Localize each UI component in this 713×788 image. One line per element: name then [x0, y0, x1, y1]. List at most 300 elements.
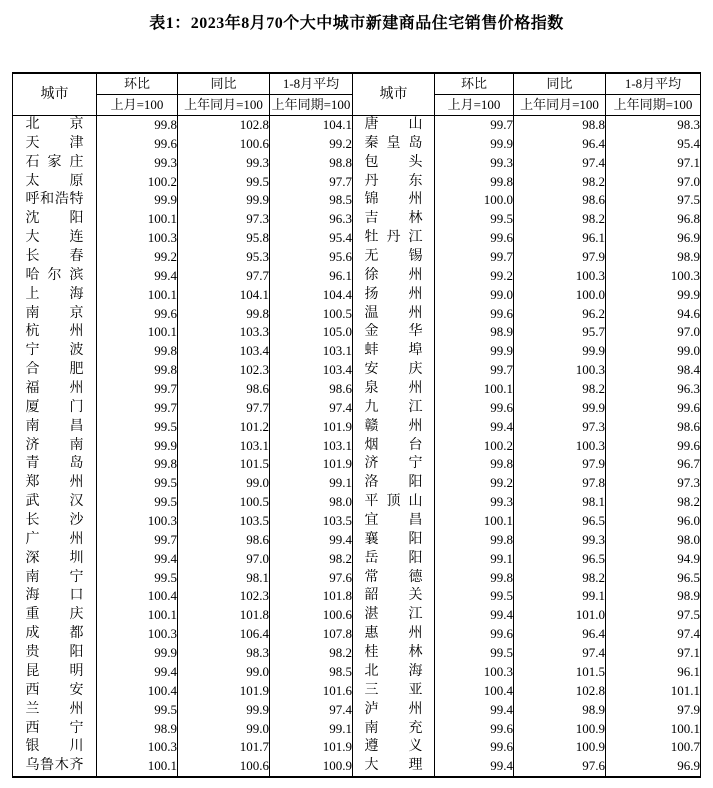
- city-name: 大连: [25, 230, 84, 246]
- index-value-cell: 98.8: [270, 154, 353, 173]
- city-name: 赣州: [364, 418, 423, 434]
- col-header-yoy-right: 同比: [514, 73, 606, 95]
- index-value-cell: 99.6: [606, 437, 701, 456]
- index-value-cell: 99.1: [514, 587, 606, 606]
- table-row: [13, 116, 701, 135]
- city-cell: [13, 361, 97, 380]
- index-value-cell: 98.1: [178, 569, 270, 588]
- index-value-cell: 97.1: [606, 154, 701, 173]
- index-value-cell: 98.0: [606, 531, 701, 550]
- index-value-cell: 103.1: [270, 437, 353, 456]
- index-value-cell: 103.5: [178, 512, 270, 531]
- index-value-cell: 99.7: [97, 399, 178, 418]
- city-cell: [13, 644, 97, 663]
- index-value-cell: 99.5: [435, 210, 514, 229]
- index-value-cell: 96.4: [514, 135, 606, 154]
- city-name: 温州: [364, 305, 423, 321]
- index-value-cell: 100.6: [270, 606, 353, 625]
- city-cell: [13, 569, 97, 588]
- city-cell: [13, 757, 97, 777]
- city-cell: [13, 248, 97, 267]
- index-value-cell: 98.9: [97, 720, 178, 739]
- index-value-cell: 99.0: [178, 663, 270, 682]
- index-value-cell: 97.6: [270, 569, 353, 588]
- index-value-cell: 99.5: [97, 474, 178, 493]
- city-name: 北海: [364, 663, 423, 679]
- index-value-cell: 100.4: [435, 682, 514, 701]
- city-cell: [353, 361, 435, 380]
- index-value-cell: 100.0: [514, 286, 606, 305]
- city-cell: [353, 587, 435, 606]
- city-cell: [13, 305, 97, 324]
- index-value-cell: 97.6: [514, 757, 606, 777]
- table-row: [13, 135, 701, 154]
- city-name: 蚌埠: [364, 343, 423, 359]
- index-value-cell: 99.0: [606, 342, 701, 361]
- index-value-cell: 99.4: [97, 550, 178, 569]
- city-cell: [13, 154, 97, 173]
- index-value-cell: 100.7: [606, 738, 701, 757]
- index-value-cell: 100.0: [435, 191, 514, 210]
- index-value-cell: 103.4: [270, 361, 353, 380]
- index-value-cell: 94.9: [606, 550, 701, 569]
- index-value-cell: 100.6: [178, 757, 270, 777]
- city-cell: [13, 512, 97, 531]
- city-cell: [353, 474, 435, 493]
- index-value-cell: 99.9: [514, 342, 606, 361]
- index-value-cell: 99.7: [435, 116, 514, 135]
- index-value-cell: 99.5: [97, 418, 178, 437]
- city-name: 无锡: [364, 249, 423, 265]
- index-value-cell: 97.4: [606, 625, 701, 644]
- index-value-cell: 99.4: [435, 606, 514, 625]
- table-row: [13, 550, 701, 569]
- index-value-cell: 99.7: [97, 380, 178, 399]
- city-name: 包头: [364, 154, 423, 170]
- city-name: 杭州: [25, 324, 84, 340]
- table-row: [13, 323, 701, 342]
- index-value-cell: 99.0: [178, 720, 270, 739]
- col-header-city-left: 城市: [13, 73, 97, 116]
- city-cell: [353, 493, 435, 512]
- city-cell: [13, 625, 97, 644]
- city-name: 湛江: [364, 607, 423, 623]
- index-value-cell: 99.4: [435, 418, 514, 437]
- index-value-cell: 97.5: [606, 606, 701, 625]
- city-cell: [13, 682, 97, 701]
- index-value-cell: 100.3: [97, 625, 178, 644]
- index-value-cell: 99.1: [435, 550, 514, 569]
- index-value-cell: 99.8: [435, 531, 514, 550]
- city-name: 丹东: [364, 173, 423, 189]
- city-cell: [13, 267, 97, 286]
- city-cell: [353, 663, 435, 682]
- index-value-cell: 98.9: [606, 248, 701, 267]
- city-name: 郑州: [25, 475, 84, 491]
- index-value-cell: 95.6: [270, 248, 353, 267]
- table-row: [13, 191, 701, 210]
- index-value-cell: 98.8: [514, 116, 606, 135]
- table-header: [13, 73, 701, 116]
- city-name: 贵阳: [25, 645, 84, 661]
- city-name: 唐山: [364, 117, 423, 132]
- table-row: [13, 342, 701, 361]
- index-value-cell: 99.5: [435, 644, 514, 663]
- index-value-cell: 99.2: [97, 248, 178, 267]
- index-value-cell: 99.3: [435, 493, 514, 512]
- index-value-cell: 97.9: [606, 701, 701, 720]
- city-name: 金华: [364, 324, 423, 340]
- index-value-cell: 97.4: [514, 154, 606, 173]
- index-value-cell: 96.2: [514, 305, 606, 324]
- index-value-cell: 99.8: [435, 455, 514, 474]
- table-row: [13, 644, 701, 663]
- index-value-cell: 98.6: [178, 531, 270, 550]
- table-row: [13, 569, 701, 588]
- index-value-cell: 101.6: [270, 682, 353, 701]
- city-name: 长春: [25, 249, 84, 265]
- index-value-cell: 103.1: [270, 342, 353, 361]
- city-name: 九江: [364, 399, 423, 415]
- index-value-cell: 99.8: [97, 116, 178, 135]
- table-row: [13, 399, 701, 418]
- index-value-cell: 99.8: [435, 569, 514, 588]
- index-value-cell: 99.6: [435, 399, 514, 418]
- city-cell: [353, 342, 435, 361]
- city-name: 襄阳: [364, 531, 423, 547]
- index-value-cell: 100.3: [97, 512, 178, 531]
- city-cell: [353, 305, 435, 324]
- city-name: 泉州: [364, 381, 423, 397]
- index-value-cell: 99.7: [435, 248, 514, 267]
- table-row: [13, 738, 701, 757]
- index-value-cell: 98.6: [514, 191, 606, 210]
- index-value-cell: 99.9: [97, 644, 178, 663]
- index-value-cell: 101.5: [178, 455, 270, 474]
- city-cell: [353, 512, 435, 531]
- index-value-cell: 98.2: [270, 644, 353, 663]
- city-cell: [13, 531, 97, 550]
- index-value-cell: 101.2: [178, 418, 270, 437]
- city-cell: [353, 286, 435, 305]
- index-value-cell: 100.3: [514, 437, 606, 456]
- index-value-cell: 98.2: [606, 493, 701, 512]
- city-cell: [353, 550, 435, 569]
- index-value-cell: 100.1: [435, 380, 514, 399]
- table-row: [13, 720, 701, 739]
- table-title: 表1：2023年8月70个大中城市新建商品住宅销售价格指数: [149, 15, 564, 32]
- index-value-cell: 95.3: [178, 248, 270, 267]
- index-value-cell: 97.7: [178, 399, 270, 418]
- index-value-cell: 99.8: [97, 455, 178, 474]
- city-cell: [13, 323, 97, 342]
- index-value-cell: 98.3: [178, 644, 270, 663]
- city-cell: [13, 474, 97, 493]
- city-cell: [353, 116, 435, 135]
- city-cell: [353, 701, 435, 720]
- index-value-cell: 99.5: [178, 173, 270, 192]
- subheader-yoy-left: 上年同月=100: [178, 95, 270, 116]
- index-value-cell: 98.2: [514, 173, 606, 192]
- city-name: 平顶山: [364, 494, 423, 510]
- index-value-cell: 97.0: [606, 173, 701, 192]
- table-row: [13, 606, 701, 625]
- index-value-cell: 98.6: [270, 380, 353, 399]
- index-value-cell: 95.8: [178, 229, 270, 248]
- index-value-cell: 100.4: [97, 587, 178, 606]
- city-cell: [13, 286, 97, 305]
- table-row: [13, 682, 701, 701]
- city-name: 福州: [25, 381, 84, 397]
- index-value-cell: 100.1: [97, 286, 178, 305]
- index-value-cell: 102.8: [178, 116, 270, 135]
- city-cell: [13, 173, 97, 192]
- table-row: [13, 210, 701, 229]
- index-value-cell: 99.4: [97, 267, 178, 286]
- index-value-cell: 99.6: [97, 305, 178, 324]
- city-cell: [353, 191, 435, 210]
- city-cell: [353, 738, 435, 757]
- index-value-cell: 99.5: [97, 701, 178, 720]
- index-value-cell: 100.1: [97, 210, 178, 229]
- table-row: [13, 701, 701, 720]
- index-value-cell: 103.3: [178, 323, 270, 342]
- index-value-cell: 99.9: [606, 286, 701, 305]
- city-name: 吉林: [364, 211, 423, 227]
- index-value-cell: 104.1: [178, 286, 270, 305]
- table-body: [13, 116, 701, 778]
- index-value-cell: 101.9: [270, 455, 353, 474]
- index-value-cell: 101.5: [514, 663, 606, 682]
- index-value-cell: 100.3: [514, 361, 606, 380]
- city-cell: [13, 191, 97, 210]
- index-value-cell: 99.8: [435, 173, 514, 192]
- city-cell: [13, 550, 97, 569]
- subheader-avg-left: 上年同期=100: [270, 95, 353, 116]
- city-cell: [353, 606, 435, 625]
- index-value-cell: 96.5: [514, 512, 606, 531]
- index-value-cell: 99.7: [435, 361, 514, 380]
- index-value-cell: 99.6: [435, 229, 514, 248]
- index-value-cell: 100.2: [97, 173, 178, 192]
- index-value-cell: 99.0: [435, 286, 514, 305]
- table-row: [13, 267, 701, 286]
- index-value-cell: 98.4: [606, 361, 701, 380]
- index-value-cell: 100.3: [435, 663, 514, 682]
- city-cell: [353, 323, 435, 342]
- index-value-cell: 95.4: [606, 135, 701, 154]
- city-cell: [353, 455, 435, 474]
- index-value-cell: 96.9: [606, 229, 701, 248]
- index-value-cell: 100.6: [178, 135, 270, 154]
- city-cell: [13, 229, 97, 248]
- index-value-cell: 99.3: [97, 154, 178, 173]
- city-cell: [13, 342, 97, 361]
- city-cell: [13, 380, 97, 399]
- index-value-cell: 96.0: [606, 512, 701, 531]
- index-value-cell: 104.1: [270, 116, 353, 135]
- index-value-cell: 98.3: [606, 116, 701, 135]
- index-value-cell: 99.0: [178, 474, 270, 493]
- index-value-cell: 95.4: [270, 229, 353, 248]
- index-value-cell: 97.3: [514, 418, 606, 437]
- city-name: 太原: [25, 173, 84, 189]
- index-value-cell: 99.6: [606, 399, 701, 418]
- table-row: [13, 361, 701, 380]
- city-name: 扬州: [364, 286, 423, 302]
- city-name: 天津: [25, 135, 84, 151]
- city-name: 宜昌: [364, 513, 423, 529]
- index-value-cell: 100.3: [606, 267, 701, 286]
- index-value-cell: 102.8: [514, 682, 606, 701]
- index-value-cell: 97.3: [178, 210, 270, 229]
- index-value-cell: 104.4: [270, 286, 353, 305]
- index-value-cell: 101.8: [270, 587, 353, 606]
- city-name: 乌鲁木齐: [25, 758, 84, 774]
- index-value-cell: 99.9: [178, 191, 270, 210]
- index-value-cell: 102.3: [178, 361, 270, 380]
- city-name: 济南: [25, 437, 84, 453]
- subheader-avg-right: 上年同期=100: [606, 95, 701, 116]
- index-value-cell: 98.5: [270, 191, 353, 210]
- index-value-cell: 99.2: [435, 474, 514, 493]
- table-row: [13, 380, 701, 399]
- index-value-cell: 98.2: [514, 380, 606, 399]
- city-name: 烟台: [364, 437, 423, 453]
- city-name: 泸州: [364, 701, 423, 717]
- index-value-cell: 98.6: [178, 380, 270, 399]
- table-row: [13, 531, 701, 550]
- index-value-cell: 103.1: [178, 437, 270, 456]
- subheader-yoy-right: 上年同月=100: [514, 95, 606, 116]
- city-name: 常德: [364, 569, 423, 585]
- index-value-cell: 100.5: [178, 493, 270, 512]
- city-cell: [353, 135, 435, 154]
- index-value-cell: 99.8: [178, 305, 270, 324]
- table-row: [13, 418, 701, 437]
- index-value-cell: 99.3: [514, 531, 606, 550]
- city-name: 南昌: [25, 418, 84, 434]
- city-cell: [353, 569, 435, 588]
- city-name: 桂林: [364, 645, 423, 661]
- city-name: 南京: [25, 305, 84, 321]
- index-value-cell: 100.1: [97, 606, 178, 625]
- index-value-cell: 99.9: [97, 437, 178, 456]
- city-name: 哈尔滨: [25, 267, 84, 283]
- index-value-cell: 96.4: [514, 625, 606, 644]
- index-value-cell: 99.5: [97, 569, 178, 588]
- city-cell: [353, 210, 435, 229]
- city-cell: [13, 493, 97, 512]
- city-name: 海口: [25, 588, 84, 604]
- col-header-mom-left: 环比: [97, 73, 178, 95]
- city-name: 深圳: [25, 550, 84, 566]
- city-cell: [13, 738, 97, 757]
- city-name: 成都: [25, 626, 84, 642]
- index-value-cell: 98.2: [514, 210, 606, 229]
- index-value-cell: 97.0: [606, 323, 701, 342]
- index-value-cell: 99.9: [514, 399, 606, 418]
- table-row: [13, 493, 701, 512]
- index-value-cell: 96.1: [514, 229, 606, 248]
- table-row: [13, 663, 701, 682]
- index-value-cell: 98.2: [514, 569, 606, 588]
- col-header-yoy-left: 同比: [178, 73, 270, 95]
- index-value-cell: 95.7: [514, 323, 606, 342]
- index-value-cell: 100.1: [97, 323, 178, 342]
- index-value-cell: 100.1: [97, 757, 178, 777]
- index-value-cell: 99.9: [97, 191, 178, 210]
- index-value-cell: 96.3: [606, 380, 701, 399]
- index-value-cell: 101.9: [270, 738, 353, 757]
- index-value-cell: 98.2: [270, 550, 353, 569]
- index-value-cell: 96.5: [606, 569, 701, 588]
- index-value-cell: 100.9: [514, 720, 606, 739]
- col-header-city-right: 城市: [353, 73, 435, 116]
- index-value-cell: 106.4: [178, 625, 270, 644]
- city-name: 韶关: [364, 588, 423, 604]
- city-name: 长沙: [25, 513, 84, 529]
- city-cell: [353, 757, 435, 777]
- index-value-cell: 96.8: [606, 210, 701, 229]
- city-cell: [13, 418, 97, 437]
- city-cell: [13, 701, 97, 720]
- index-value-cell: 97.5: [606, 191, 701, 210]
- city-cell: [13, 587, 97, 606]
- city-name: 青岛: [25, 456, 84, 472]
- index-value-cell: 99.9: [178, 701, 270, 720]
- city-name: 武汉: [25, 494, 84, 510]
- index-value-cell: 100.9: [270, 757, 353, 777]
- table-row: [13, 248, 701, 267]
- city-name: 厦门: [25, 399, 84, 415]
- index-value-cell: 96.3: [270, 210, 353, 229]
- city-name: 合肥: [25, 362, 84, 378]
- subheader-mom-left: 上月=100: [97, 95, 178, 116]
- index-value-cell: 97.4: [514, 644, 606, 663]
- city-name: 石家庄: [25, 154, 84, 170]
- index-value-cell: 97.1: [606, 644, 701, 663]
- city-name: 兰州: [25, 701, 84, 717]
- city-cell: [13, 135, 97, 154]
- col-header-mom-right: 环比: [435, 73, 514, 95]
- table-row: [13, 437, 701, 456]
- index-value-cell: 99.7: [97, 531, 178, 550]
- index-value-cell: 99.1: [270, 474, 353, 493]
- index-value-cell: 101.9: [178, 682, 270, 701]
- index-value-cell: 99.6: [435, 625, 514, 644]
- city-name: 秦皇岛: [364, 135, 423, 151]
- index-value-cell: 97.0: [178, 550, 270, 569]
- city-cell: [353, 267, 435, 286]
- city-name: 银川: [25, 739, 84, 755]
- index-value-cell: 98.9: [514, 701, 606, 720]
- city-name: 济宁: [364, 456, 423, 472]
- index-value-cell: 99.3: [178, 154, 270, 173]
- index-value-cell: 99.6: [97, 135, 178, 154]
- index-value-cell: 105.0: [270, 323, 353, 342]
- col-header-avg-left: 1-8月平均: [270, 73, 353, 95]
- index-value-cell: 101.7: [178, 738, 270, 757]
- table-row: [13, 286, 701, 305]
- city-name: 岳阳: [364, 550, 423, 566]
- city-name: 重庆: [25, 607, 84, 623]
- city-name: 安庆: [364, 362, 423, 378]
- table-row: [13, 512, 701, 531]
- city-cell: [13, 399, 97, 418]
- index-value-cell: 98.1: [514, 493, 606, 512]
- city-name: 徐州: [364, 267, 423, 283]
